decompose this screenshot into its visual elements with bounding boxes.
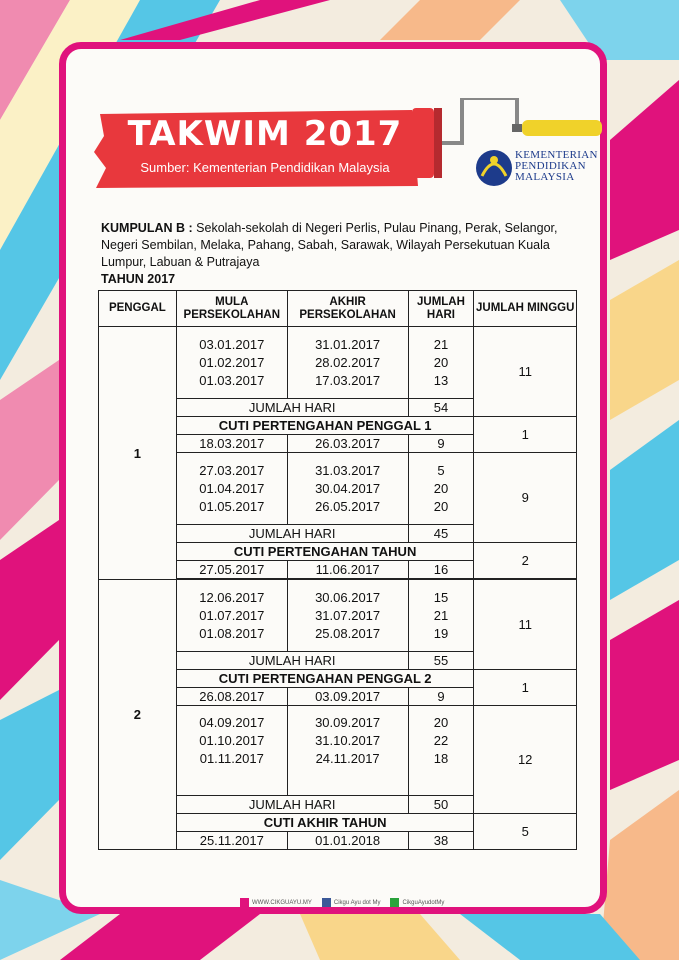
footer-facebook[interactable]: Cikgu Ayu dot My — [322, 898, 381, 907]
cuti-title: CUTI PERTENGAHAN PENGGAL 2 — [176, 670, 474, 688]
header-mula: MULA PERSEKOLAHAN — [176, 291, 287, 327]
page-title: TAKWIM 2017 — [127, 114, 403, 154]
cuti-title: CUTI PERTENGAHAN TAHUN — [176, 543, 474, 561]
mula-cell: 27.03.2017 01.04.2017 01.05.2017 — [176, 453, 287, 525]
jumlah-hari-label: JUMLAH HARI — [176, 796, 408, 814]
hari-cell: 20 22 18 — [408, 706, 474, 796]
footer-social — [240, 896, 520, 908]
akhir-cell: 01.01.2018 — [287, 832, 408, 850]
cuti-title: CUTI AKHIR TAHUN — [176, 814, 474, 832]
akhir-cell: 31.01.2017 28.02.2017 17.03.2017 — [287, 327, 408, 399]
hari-cell: 5 20 20 — [408, 453, 474, 525]
footer-website[interactable]: WWW.CIKGUAYU.MY — [240, 898, 312, 907]
mula-cell: 26.08.2017 — [176, 688, 287, 706]
group-text: Sekolah-sekolah di Negeri Perlis, Pulau Pinang, Perak, Selangor, Negeri Sembilan, Melaka, Pahang, Sabah, Sarawak, Wilayah Persekutuan Kuala Lumpur, Labuan & Putrajaya — [101, 221, 558, 269]
website-icon — [240, 898, 249, 907]
akhir-cell: 26.03.2017 — [287, 435, 408, 453]
year-label: TAHUN 2017 — [101, 272, 176, 286]
source-text: Sumber: Kementerian Pendidikan Malaysia — [140, 160, 390, 175]
mula-cell: 04.09.2017 01.10.2017 01.11.2017 — [176, 706, 287, 796]
akhir-cell: 03.09.2017 — [287, 688, 408, 706]
table-row — [99, 327, 577, 399]
mula-cell: 27.05.2017 — [176, 561, 287, 579]
header-akhir: AKHIR PERSEKOLAHAN — [287, 291, 408, 327]
akhir-cell: 11.06.2017 — [287, 561, 408, 579]
header-penggal: PENGGAL — [99, 291, 177, 327]
minggu-cell: 5 — [474, 814, 577, 850]
group-description — [101, 220, 571, 271]
calendar-table — [98, 290, 577, 850]
jumlah-hari-label: JUMLAH HARI — [176, 652, 408, 670]
jumlah-hari-total: 45 — [408, 525, 474, 543]
jumlah-hari-label: JUMLAH HARI — [176, 399, 408, 417]
mula-cell: 18.03.2017 — [176, 435, 287, 453]
minggu-cell: 1 — [474, 417, 577, 453]
akhir-cell: 30.09.2017 31.10.2017 24.11.2017 — [287, 706, 408, 796]
akhir-cell: 30.06.2017 31.07.2017 25.08.2017 — [287, 580, 408, 652]
minggu-cell: 11 — [474, 580, 577, 670]
hari-cell: 15 21 19 — [408, 580, 474, 652]
telegram-icon — [390, 898, 399, 907]
minggu-cell: 11 — [474, 327, 577, 417]
hari-cell: 16 — [408, 561, 474, 579]
mula-cell: 12.06.2017 01.07.2017 01.08.2017 — [176, 580, 287, 652]
header-jumlah-minggu: JUMLAH MINGGU — [474, 291, 577, 327]
table-header-row — [99, 291, 577, 327]
akhir-cell: 31.03.2017 30.04.2017 26.05.2017 — [287, 453, 408, 525]
table-row — [99, 580, 577, 652]
hari-cell: 21 20 13 — [408, 327, 474, 399]
hari-cell: 38 — [408, 832, 474, 850]
footer-telegram[interactable]: CikguAyudotMy — [390, 898, 444, 907]
penggal-1-cell: 1 — [99, 327, 177, 580]
jumlah-hari-total: 50 — [408, 796, 474, 814]
group-label: KUMPULAN B : — [101, 221, 193, 235]
minggu-cell: 9 — [474, 453, 577, 543]
cuti-title: CUTI PERTENGAHAN PENGGAL 1 — [176, 417, 474, 435]
penggal-2-cell: 2 — [99, 580, 177, 850]
kpm-logo-text: KEMENTERIAN PENDIDIKAN MALAYSIA — [515, 149, 598, 183]
minggu-cell: 12 — [474, 706, 577, 814]
header-jumlah-hari: JUMLAH HARI — [408, 291, 474, 327]
minggu-cell: 1 — [474, 670, 577, 706]
jumlah-hari-label: JUMLAH HARI — [176, 525, 408, 543]
hari-cell: 9 — [408, 688, 474, 706]
mula-cell: 25.11.2017 — [176, 832, 287, 850]
jumlah-hari-total: 55 — [408, 652, 474, 670]
jumlah-hari-total: 54 — [408, 399, 474, 417]
hari-cell: 9 — [408, 435, 474, 453]
mula-cell: 03.01.2017 01.02.2017 01.03.2017 — [176, 327, 287, 399]
minggu-cell: 2 — [474, 543, 577, 579]
facebook-icon — [322, 898, 331, 907]
